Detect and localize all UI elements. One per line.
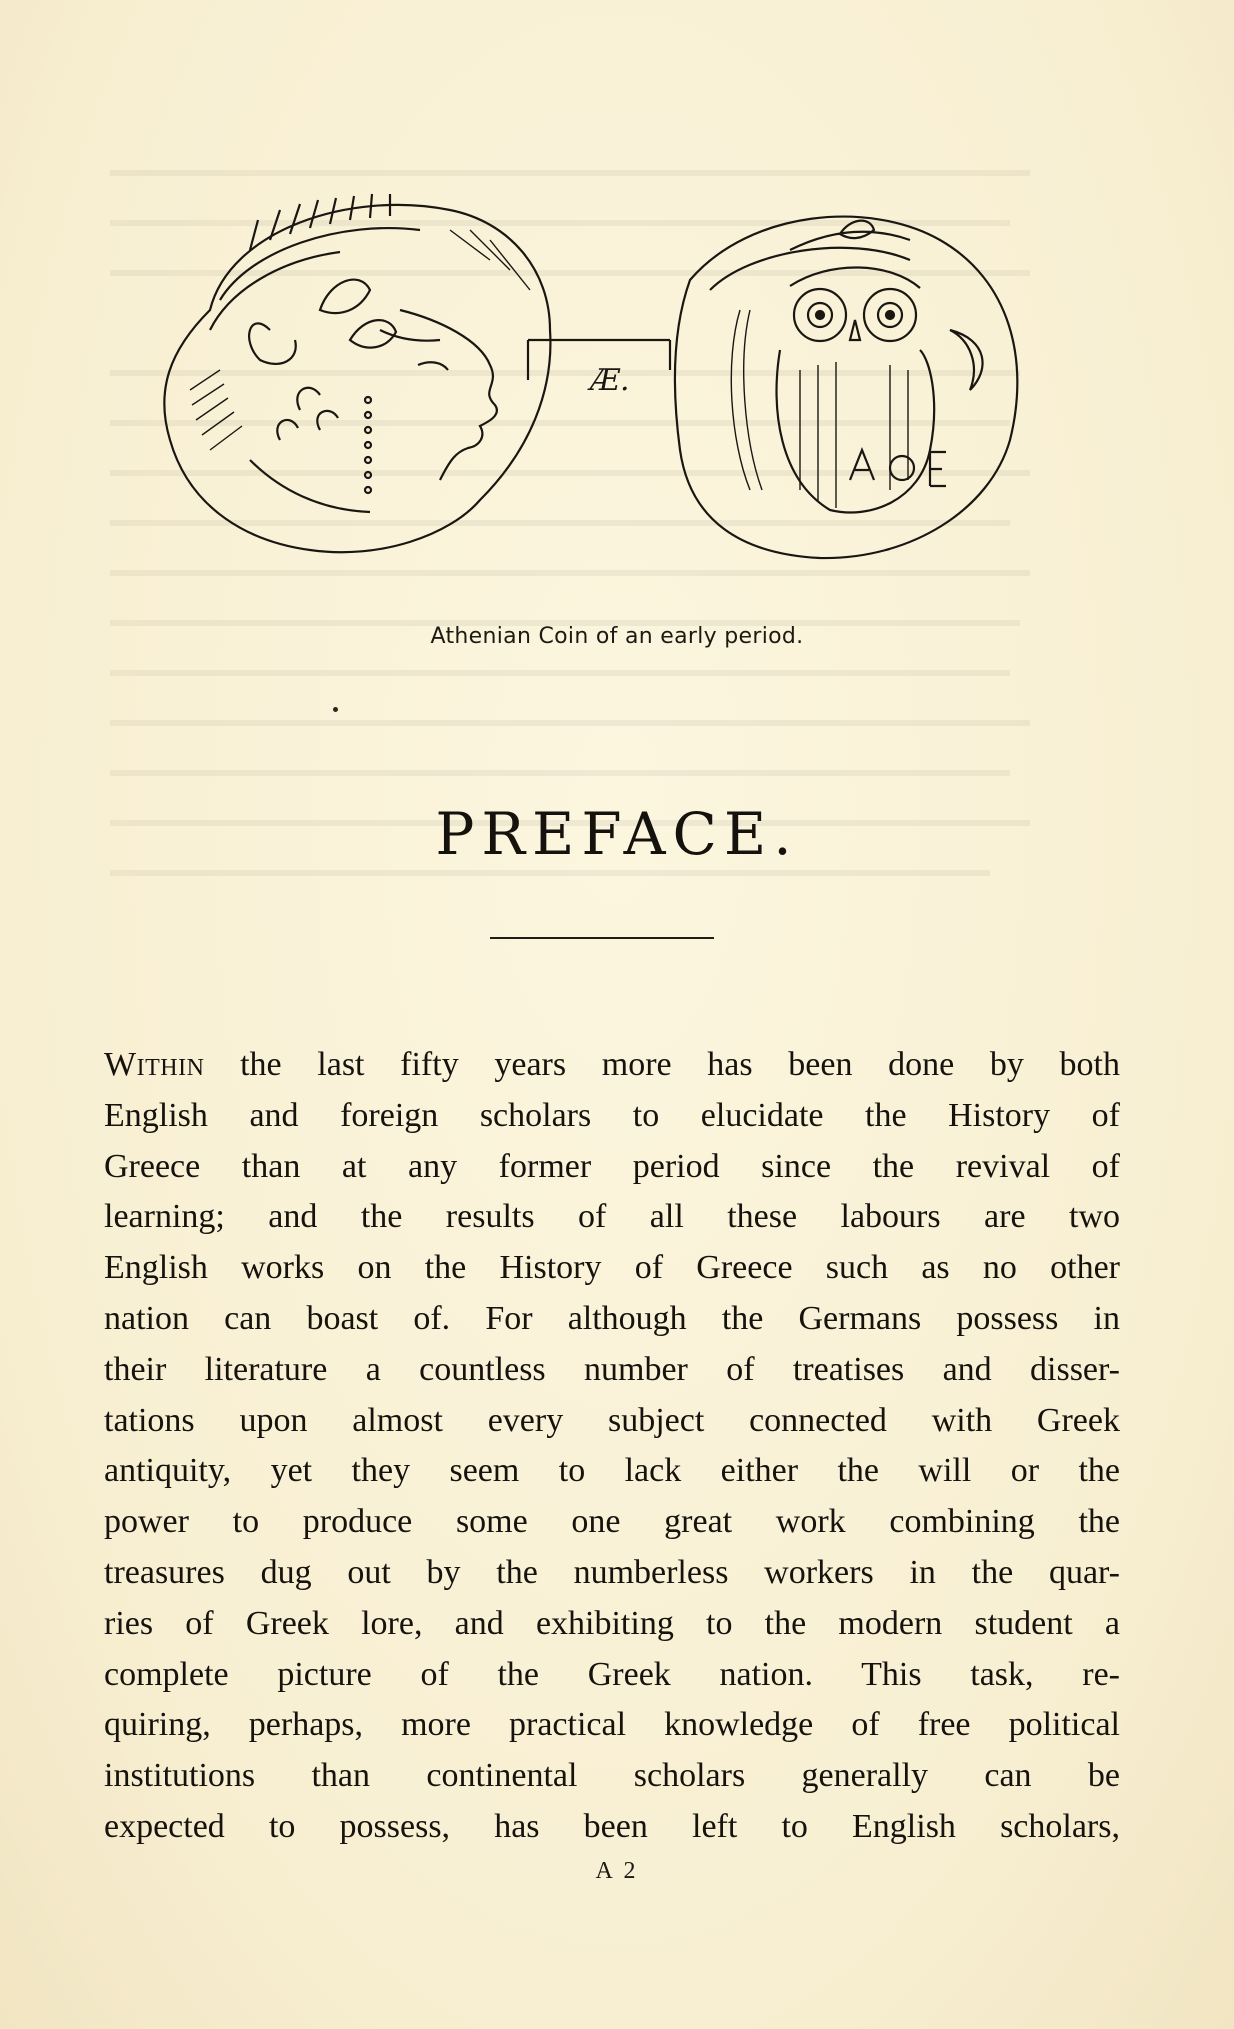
body-line: antiquity, yet they seem to lack either the will or the — [104, 1452, 1120, 1490]
opening-word: Within — [104, 1046, 205, 1083]
athenian-coin-illustration — [150, 190, 1060, 590]
body-line: institutions than continental scholars generally can be — [104, 1757, 1120, 1795]
signature-mark: A 2 — [595, 1858, 639, 1884]
preface-body — [104, 1040, 1120, 1853]
opening-line-text: the last fifty years more has been done by both — [240, 1046, 1120, 1083]
title-divider — [490, 937, 714, 939]
figure-caption: Athenian Coin of an early period. — [430, 624, 804, 649]
body-line: power to produce some one great work combining the — [104, 1503, 1120, 1541]
body-line: treasures dug out by the numberless workers in the quar- — [104, 1553, 1120, 1591]
stray-ink-dot — [333, 707, 338, 712]
body-line: expected to possess, has been left to English scholars, — [104, 1807, 1120, 1845]
body-line: nation can boast of. For although the Germans possess in — [104, 1299, 1120, 1337]
body-line: Greece than at any former period since the revival of — [104, 1147, 1120, 1185]
body-line: ries of Greek lore, and exhibiting to the modern student a — [104, 1604, 1120, 1642]
body-line: learning; and the results of all these labours are two — [104, 1198, 1120, 1236]
body-line — [104, 1040, 1120, 1091]
body-line: quiring, perhaps, more practical knowledge of free political — [104, 1706, 1120, 1744]
body-line: their literature a countless number of treatises and disser- — [104, 1350, 1120, 1388]
body-line: English and foreign scholars to elucidate the History of — [104, 1096, 1120, 1134]
body-line: tations upon almost every subject connected with Greek — [104, 1401, 1120, 1439]
body-line: complete picture of the Greek nation. This task, re- — [104, 1655, 1120, 1693]
coin-metal-label: Æ. — [590, 363, 630, 398]
page-title: PREFACE. — [435, 800, 799, 868]
body-line: English works on the History of Greece such as no other — [104, 1249, 1120, 1287]
